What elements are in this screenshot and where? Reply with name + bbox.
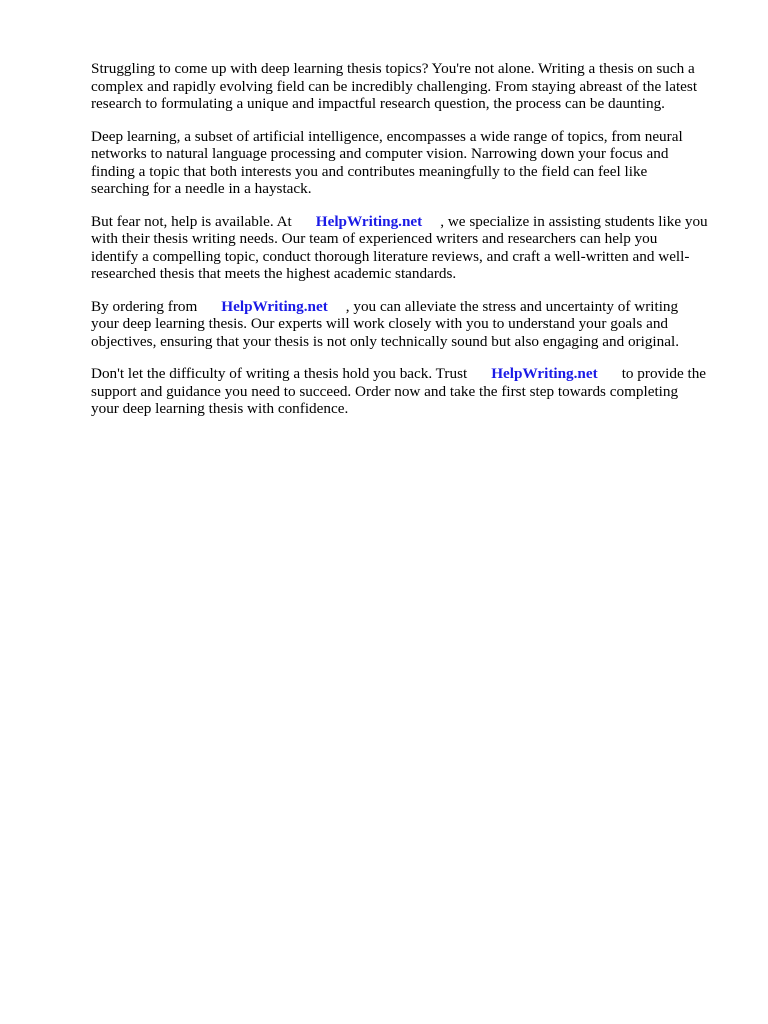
text-line: with their thesis writing needs. Our team of experienced writers and researchers can help you <box>91 230 658 247</box>
helpwriting-link[interactable]: HelpWriting.net <box>315 212 423 230</box>
text-line: your deep learning thesis. Our experts will work closely with you to understand your goals and <box>91 315 669 332</box>
text-segment: Don't let the difficulty of writing a thesis hold you back. Trust <box>91 365 468 382</box>
text-line: objectives, ensuring that your thesis is not only technically sound but also engaging and original. <box>91 332 679 350</box>
text-line: research to formulating a unique and impactful research question, the process can be daunting. <box>91 95 665 112</box>
text-line: identify a compelling topic, conduct thorough literature reviews, and craft a well-written and well- <box>91 247 690 265</box>
text-line: researched thesis that meets the highest academic standards. <box>91 265 457 282</box>
text-segment: But fear not, help is available. At <box>91 212 292 230</box>
text-line: Struggling to come up with deep learning thesis topics? You're not alone. Writing a thesis on such a <box>91 60 695 77</box>
text-line: Deep learning, a subset of artificial intelligence, encompasses a wide range of topics, from neural <box>91 127 683 145</box>
text-segment: , we specialize in assisting students like you <box>440 212 708 230</box>
text-line <box>91 365 731 383</box>
paragraph-closing <box>91 365 731 418</box>
text-line: networks to natural language processing and computer vision. Narrowing down your focus and <box>91 145 669 162</box>
document-body <box>91 60 731 433</box>
helpwriting-link[interactable]: HelpWriting.net <box>491 365 598 382</box>
paragraph-ordering <box>91 298 731 351</box>
text-line: your deep learning thesis with confidence. <box>91 400 349 417</box>
helpwriting-link[interactable]: HelpWriting.net <box>221 297 328 315</box>
text-segment: , you can alleviate the stress and uncertainty of writing <box>345 297 679 315</box>
text-line <box>91 298 731 316</box>
text-line: support and guidance you need to succeed. Order now and take the first step towards completing <box>91 382 679 400</box>
text-line: complex and rapidly evolving field can be incredibly challenging. From staying abreast of the latest <box>91 77 698 95</box>
paragraph-intro <box>91 60 731 113</box>
text-line <box>91 213 731 231</box>
text-segment: to provide the <box>621 365 707 382</box>
text-line: finding a topic that both interests you and contributes meaningfully to the field can feel like <box>91 162 648 180</box>
paragraph-deep-learning <box>91 128 731 198</box>
text-segment: By ordering from <box>91 297 198 315</box>
paragraph-help-available <box>91 213 731 283</box>
text-line: searching for a needle in a haystack. <box>91 180 312 197</box>
